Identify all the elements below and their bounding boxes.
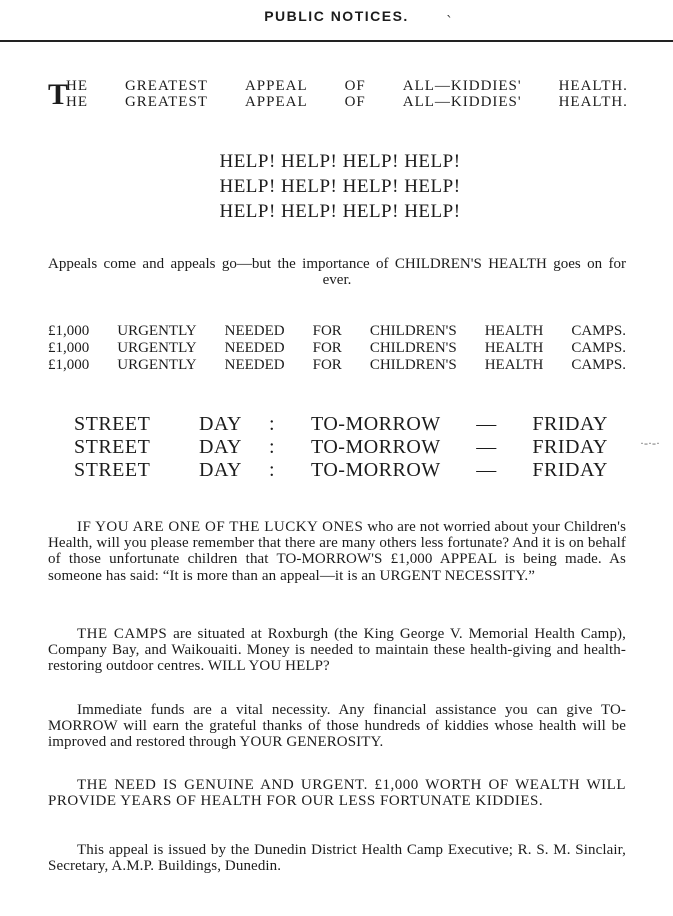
headline-word: APPEAL [244, 94, 308, 110]
appeals-statement [48, 256, 626, 288]
paragraph-lead: IF YOU ARE ONE OF THE LUCKY ONES [77, 519, 364, 535]
needed-word: £1,000 [48, 323, 90, 339]
headline-word: HE [66, 94, 88, 110]
paragraph-lead: THE NEED IS GENUINE AND URGENT. £1,000 WORTH OF WEALTH WILL PROVIDE YEARS OF HEALTH FOR OUR LESS FORTUNATE KIDDIES. [48, 777, 626, 810]
headline-word: HE [66, 78, 88, 94]
headline-word: HEALTH. [558, 78, 628, 94]
page-header [0, 0, 673, 42]
paragraph-lead: THE CAMPS [77, 626, 168, 642]
needed-word: CHILDREN'S [369, 323, 457, 339]
street-word: STREET [74, 436, 151, 458]
help-line: HELP! HELP! HELP! HELP! [219, 201, 461, 222]
needed-word: HEALTH [484, 340, 544, 356]
needed-word: £1,000 [48, 357, 90, 373]
street-word: STREET [74, 413, 151, 435]
print-specks: ·-·-· [640, 436, 660, 450]
needed-word: FOR [312, 323, 342, 339]
headline-word: GREATEST [124, 78, 208, 94]
urgently-needed-block [48, 323, 626, 374]
needed-line [48, 323, 626, 340]
friday-word: FRIDAY [532, 413, 608, 435]
needed-word: NEEDED [224, 357, 285, 373]
needed-word: CAMPS. [571, 357, 626, 373]
day-word: DAY [199, 436, 242, 458]
section-title: PUBLIC NOTICES. [264, 8, 409, 24]
headline-line [66, 78, 628, 94]
needed-word: CAMPS. [571, 323, 626, 339]
needed-word: CHILDREN'S [369, 340, 457, 356]
paragraph-text: are situated at Roxburgh (the King George V. Memorial Health Camp), Company Bay, and Waikouaiti. Money is needed to maintain these health-giving and health-restoring outdoor centres. WILL YOU HELP? [48, 626, 626, 675]
friday-word: FRIDAY [532, 459, 608, 481]
notice-headline [48, 78, 628, 110]
when [311, 459, 608, 482]
needed-word: HEALTH [484, 357, 544, 373]
street-word: STREET [74, 459, 151, 481]
needed-line [48, 357, 626, 374]
headline-word: GREATEST [124, 94, 208, 110]
headline-word: OF [344, 94, 366, 110]
friday-word: FRIDAY [532, 436, 608, 458]
street-day-line [74, 459, 608, 482]
tomorrow-word: TO-MORROW [311, 459, 441, 481]
needed-word: URGENTLY [117, 357, 197, 373]
needed-word: NEEDED [224, 323, 285, 339]
paragraph-camps [48, 626, 626, 675]
dash: — [476, 413, 497, 435]
headline-word: ALL—KIDDIES' [402, 78, 522, 94]
day-word: DAY [199, 413, 242, 435]
dash: — [476, 459, 497, 481]
headline-word: APPEAL [244, 78, 308, 94]
day-word: DAY [199, 459, 242, 481]
help-line: HELP! HELP! HELP! HELP! [219, 176, 461, 197]
drop-cap: T [48, 78, 69, 111]
needed-word: CAMPS. [571, 340, 626, 356]
tomorrow-word: TO-MORROW [311, 436, 441, 458]
paragraph-lucky-ones [48, 519, 626, 584]
needed-word: £1,000 [48, 340, 90, 356]
needed-word: URGENTLY [117, 323, 197, 339]
paragraph-text: who are not worried about your Children's Health, will you please remember that there are many others less fortunate? And it is on behalf of those unfortunate children that TO-MORROW'S £1,000 APPEAL is being made. As someone has said: “It is more than an appeal—it is an URGENT NECESSITY.” [48, 519, 627, 584]
help-line: HELP! HELP! HELP! HELP! [219, 151, 461, 172]
paragraph-text: This appeal is issued by the Dunedin District Health Camp Executive; R. S. M. Sinclair, Secretary, A.M.P. Buildings, Dunedin. [48, 842, 626, 875]
street-day-block [74, 413, 608, 482]
street-day-line [74, 413, 608, 436]
needed-line [48, 340, 626, 357]
when [311, 413, 608, 436]
headline-word: OF [344, 78, 366, 94]
paragraph-need [48, 777, 626, 809]
paragraph-funds [48, 702, 626, 751]
colon: : [269, 459, 276, 481]
needed-word: FOR [312, 340, 342, 356]
needed-word: NEEDED [224, 340, 285, 356]
appeals-text: Appeals come and appeals go—but the importance of CHILDREN'S HEALTH goes on for ever. [48, 256, 626, 288]
needed-word: URGENTLY [117, 340, 197, 356]
help-block [120, 149, 560, 224]
tomorrow-word: TO-MORROW [311, 413, 441, 435]
needed-word: CHILDREN'S [369, 357, 457, 373]
when [311, 436, 608, 459]
needed-word: FOR [312, 357, 342, 373]
paragraph-text: Immediate funds are a vital necessity. Any financial assistance you can give TO-MORROW will earn the grateful thanks of those hundreds of kiddies whose health will be improved and restored through YOUR GENEROSITY. [48, 702, 626, 751]
street-day-line [74, 436, 608, 459]
needed-word: HEALTH [484, 323, 544, 339]
print-mark: ˎ [446, 2, 453, 18]
headline-line [66, 94, 628, 110]
colon: : [269, 436, 276, 458]
headline-word: HEALTH. [558, 94, 628, 110]
dash: — [476, 436, 497, 458]
colon: : [269, 413, 276, 435]
headline-word: ALL—KIDDIES' [402, 94, 522, 110]
paragraph-issued-by [48, 842, 626, 874]
